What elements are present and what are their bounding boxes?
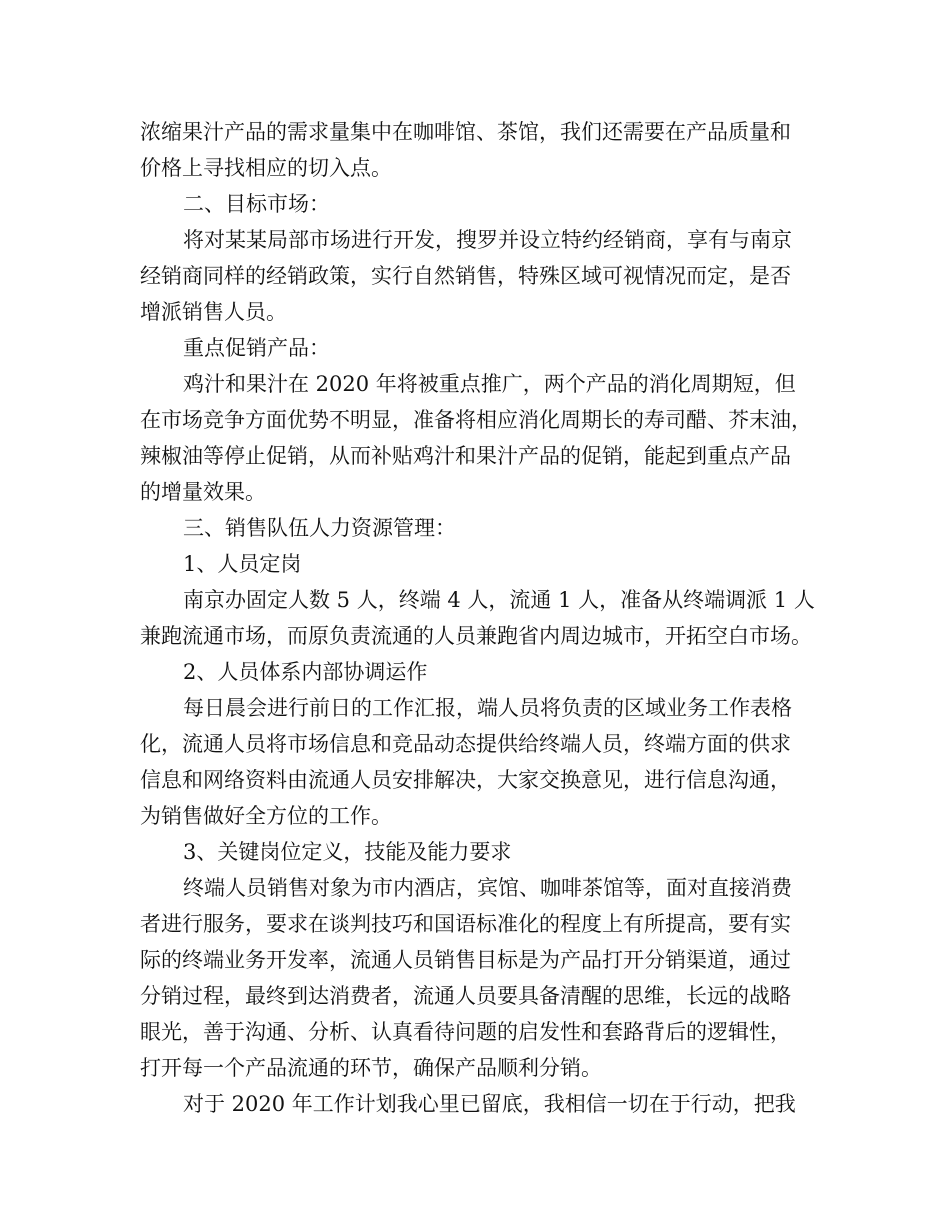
- subsection-heading: 3、关键岗位定义，技能及能力要求: [183, 840, 512, 864]
- subsection-heading: 1、人员定岗: [183, 552, 302, 576]
- section-heading: 二、目标市场：: [183, 192, 330, 216]
- paragraph-line: 价格上寻找相应的切入点。: [140, 156, 392, 180]
- paragraph-line: 者进行服务，要求在谈判技巧和国语标准化的程度上有所提高，要有实: [140, 912, 791, 936]
- paragraph-line: 将对某某局部市场进行开发，搜罗并设立特约经销商，享有与南京: [183, 228, 792, 252]
- paragraph-line: 鸡汁和果汁在 2020 年将被重点推广，两个产品的消化周期短，但: [183, 372, 796, 396]
- paragraph-line: 眼光，善于沟通、分析、认真看待问题的启发性和套路背后的逻辑性，: [140, 1020, 791, 1044]
- paragraph-line: 为销售做好全方位的工作。: [140, 804, 392, 828]
- paragraph-line: 对于 2020 年工作计划我心里已留底，我相信一切在于行动，把我: [183, 1092, 796, 1116]
- paragraph-line: 在市场竞争方面优势不明显，准备将相应消化周期长的寿司醋、芥末油，: [140, 408, 812, 432]
- subsection-heading: 2、人员体系内部协调运作: [183, 660, 428, 684]
- paragraph-line: 的增量效果。: [140, 480, 266, 504]
- paragraph-line: 南京办固定人数 5 人，终端 4 人，流通 1 人，准备从终端调派 1 人: [183, 588, 815, 612]
- paragraph-line: 信息和网络资料由流通人员安排解决，大家交换意见，进行信息沟通，: [140, 768, 791, 792]
- paragraph-line: 增派销售人员。: [140, 300, 287, 324]
- paragraph-line: 打开每一个产品流通的环节，确保产品顺利分销。: [140, 1056, 602, 1080]
- paragraph-line: 浓缩果汁产品的需求量集中在咖啡馆、茶馆，我们还需要在产品质量和: [140, 120, 791, 144]
- paragraph-line: 辣椒油等停止促销，从而补贴鸡汁和果汁产品的促销，能起到重点产品: [140, 444, 791, 468]
- section-heading: 三、销售队伍人力资源管理：: [183, 516, 456, 540]
- paragraph-line: 经销商同样的经销政策，实行自然销售，特殊区域可视情况而定，是否: [140, 264, 791, 288]
- document-body: [140, 114, 830, 1122]
- paragraph-line: 兼跑流通市场，而原负责流通的人员兼跑省内周边城市，开拓空白市场。: [140, 624, 812, 648]
- section-heading: 重点促销产品：: [183, 336, 330, 360]
- paragraph-line: 际的终端业务开发率，流通人员销售目标是为产品打开分销渠道，通过: [140, 948, 791, 972]
- paragraph-line: 终端人员销售对象为市内酒店，宾馆、咖啡茶馆等，面对直接消费: [183, 876, 792, 900]
- paragraph-line: 化，流通人员将市场信息和竞品动态提供给终端人员，终端方面的供求: [140, 732, 791, 756]
- paragraph-line: 每日晨会进行前日的工作汇报，端人员将负责的区域业务工作表格: [183, 696, 792, 720]
- paragraph-line: 分销过程，最终到达消费者，流通人员要具备清醒的思维，长远的战略: [140, 984, 791, 1008]
